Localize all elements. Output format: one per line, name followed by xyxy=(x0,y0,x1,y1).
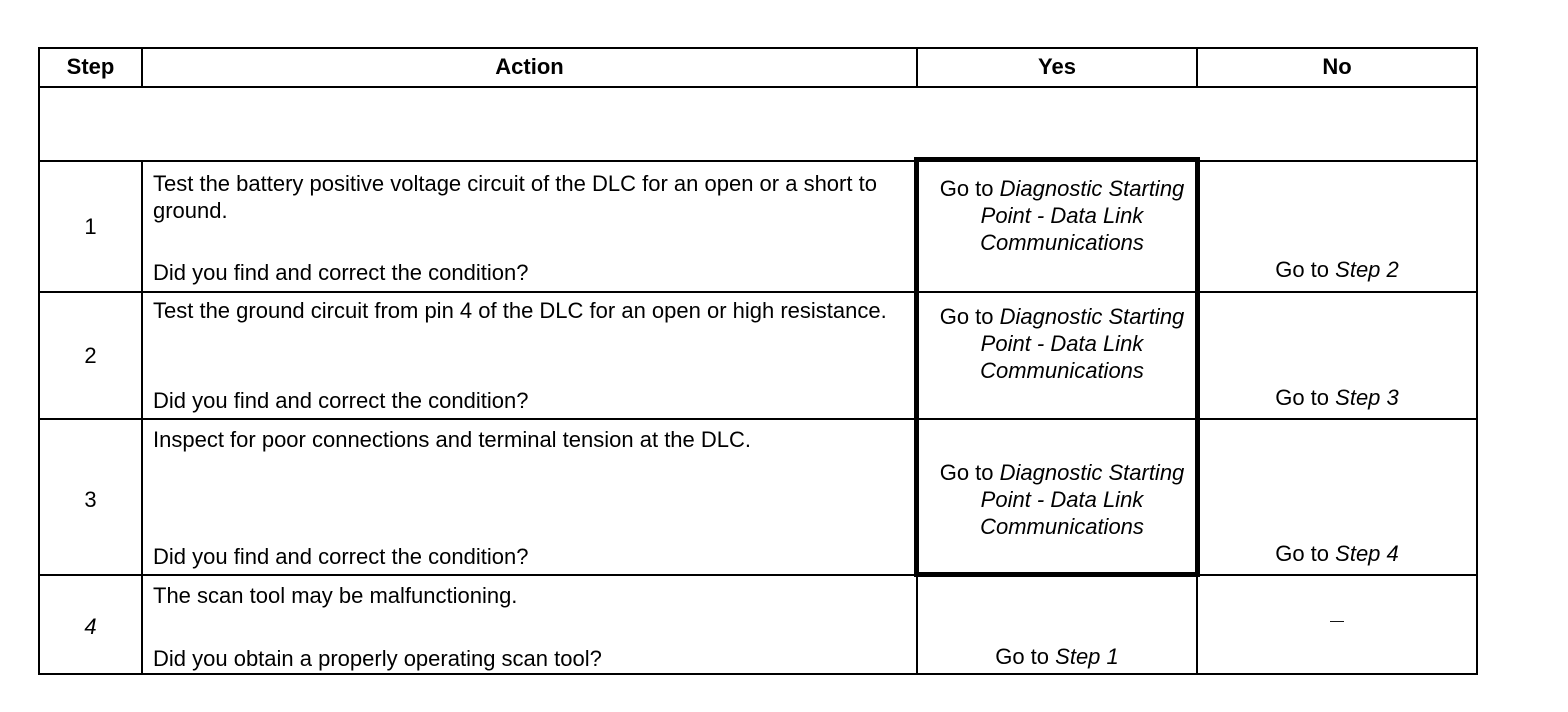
step-number: 2 xyxy=(84,343,97,368)
row-divider xyxy=(40,160,1476,162)
header-action: Action xyxy=(495,54,564,79)
row-divider xyxy=(40,418,1476,420)
no-link[interactable]: Step 2 xyxy=(1335,257,1399,282)
step-number: 4 xyxy=(84,614,97,639)
yes-link[interactable]: Diagnostic Starting Point - Data Link Communications xyxy=(980,304,1185,383)
header-no: No xyxy=(1322,54,1352,79)
header-yes: Yes xyxy=(1038,54,1076,79)
no-prefix: Go to xyxy=(1275,385,1330,410)
header-step: Step xyxy=(66,54,115,79)
no-link[interactable]: Step 3 xyxy=(1335,385,1399,410)
row-divider xyxy=(40,291,1476,293)
no-cell xyxy=(1198,256,1476,283)
yes-link[interactable]: Diagnostic Starting Point - Data Link Communications xyxy=(980,460,1185,539)
action-question: Did you find and correct the condition? xyxy=(153,388,529,413)
no-prefix: Go to xyxy=(1275,257,1330,282)
yes-link[interactable]: Step 1 xyxy=(1055,644,1119,669)
action-question: Did you find and correct the condition? xyxy=(153,544,529,569)
yes-link[interactable]: Diagnostic Starting Point - Data Link Communications xyxy=(980,176,1185,255)
no-prefix: Go to xyxy=(1275,541,1330,566)
step-number: 3 xyxy=(84,487,97,512)
no-link[interactable]: Step 4 xyxy=(1335,541,1399,566)
blank-row xyxy=(40,88,1476,160)
no-dash: — xyxy=(1330,612,1344,628)
action-text: Test the ground circuit from pin 4 of the DLC for an open or high resistance. xyxy=(153,298,887,323)
action-question: Did you find and correct the condition? xyxy=(153,260,529,285)
yes-cell xyxy=(936,303,1188,384)
yes-prefix: Go to xyxy=(995,644,1050,669)
row-divider xyxy=(40,574,1476,576)
yes-prefix: Go to xyxy=(939,460,994,485)
action-text: The scan tool may be malfunctioning. xyxy=(153,583,518,608)
step-number: 1 xyxy=(84,214,97,239)
yes-cell xyxy=(936,175,1188,256)
no-cell xyxy=(1198,384,1476,411)
action-question: Did you obtain a properly operating scan tool? xyxy=(153,646,602,671)
yes-cell xyxy=(918,643,1196,670)
yes-prefix: Go to xyxy=(939,176,994,201)
yes-cell xyxy=(936,459,1188,540)
action-text: Test the battery positive voltage circuit of the DLC for an open or a short to ground. xyxy=(153,171,877,223)
yes-prefix: Go to xyxy=(939,304,994,329)
no-cell xyxy=(1198,540,1476,567)
action-text: Inspect for poor connections and terminal tension at the DLC. xyxy=(153,427,752,452)
diagnostic-table xyxy=(38,47,1478,675)
